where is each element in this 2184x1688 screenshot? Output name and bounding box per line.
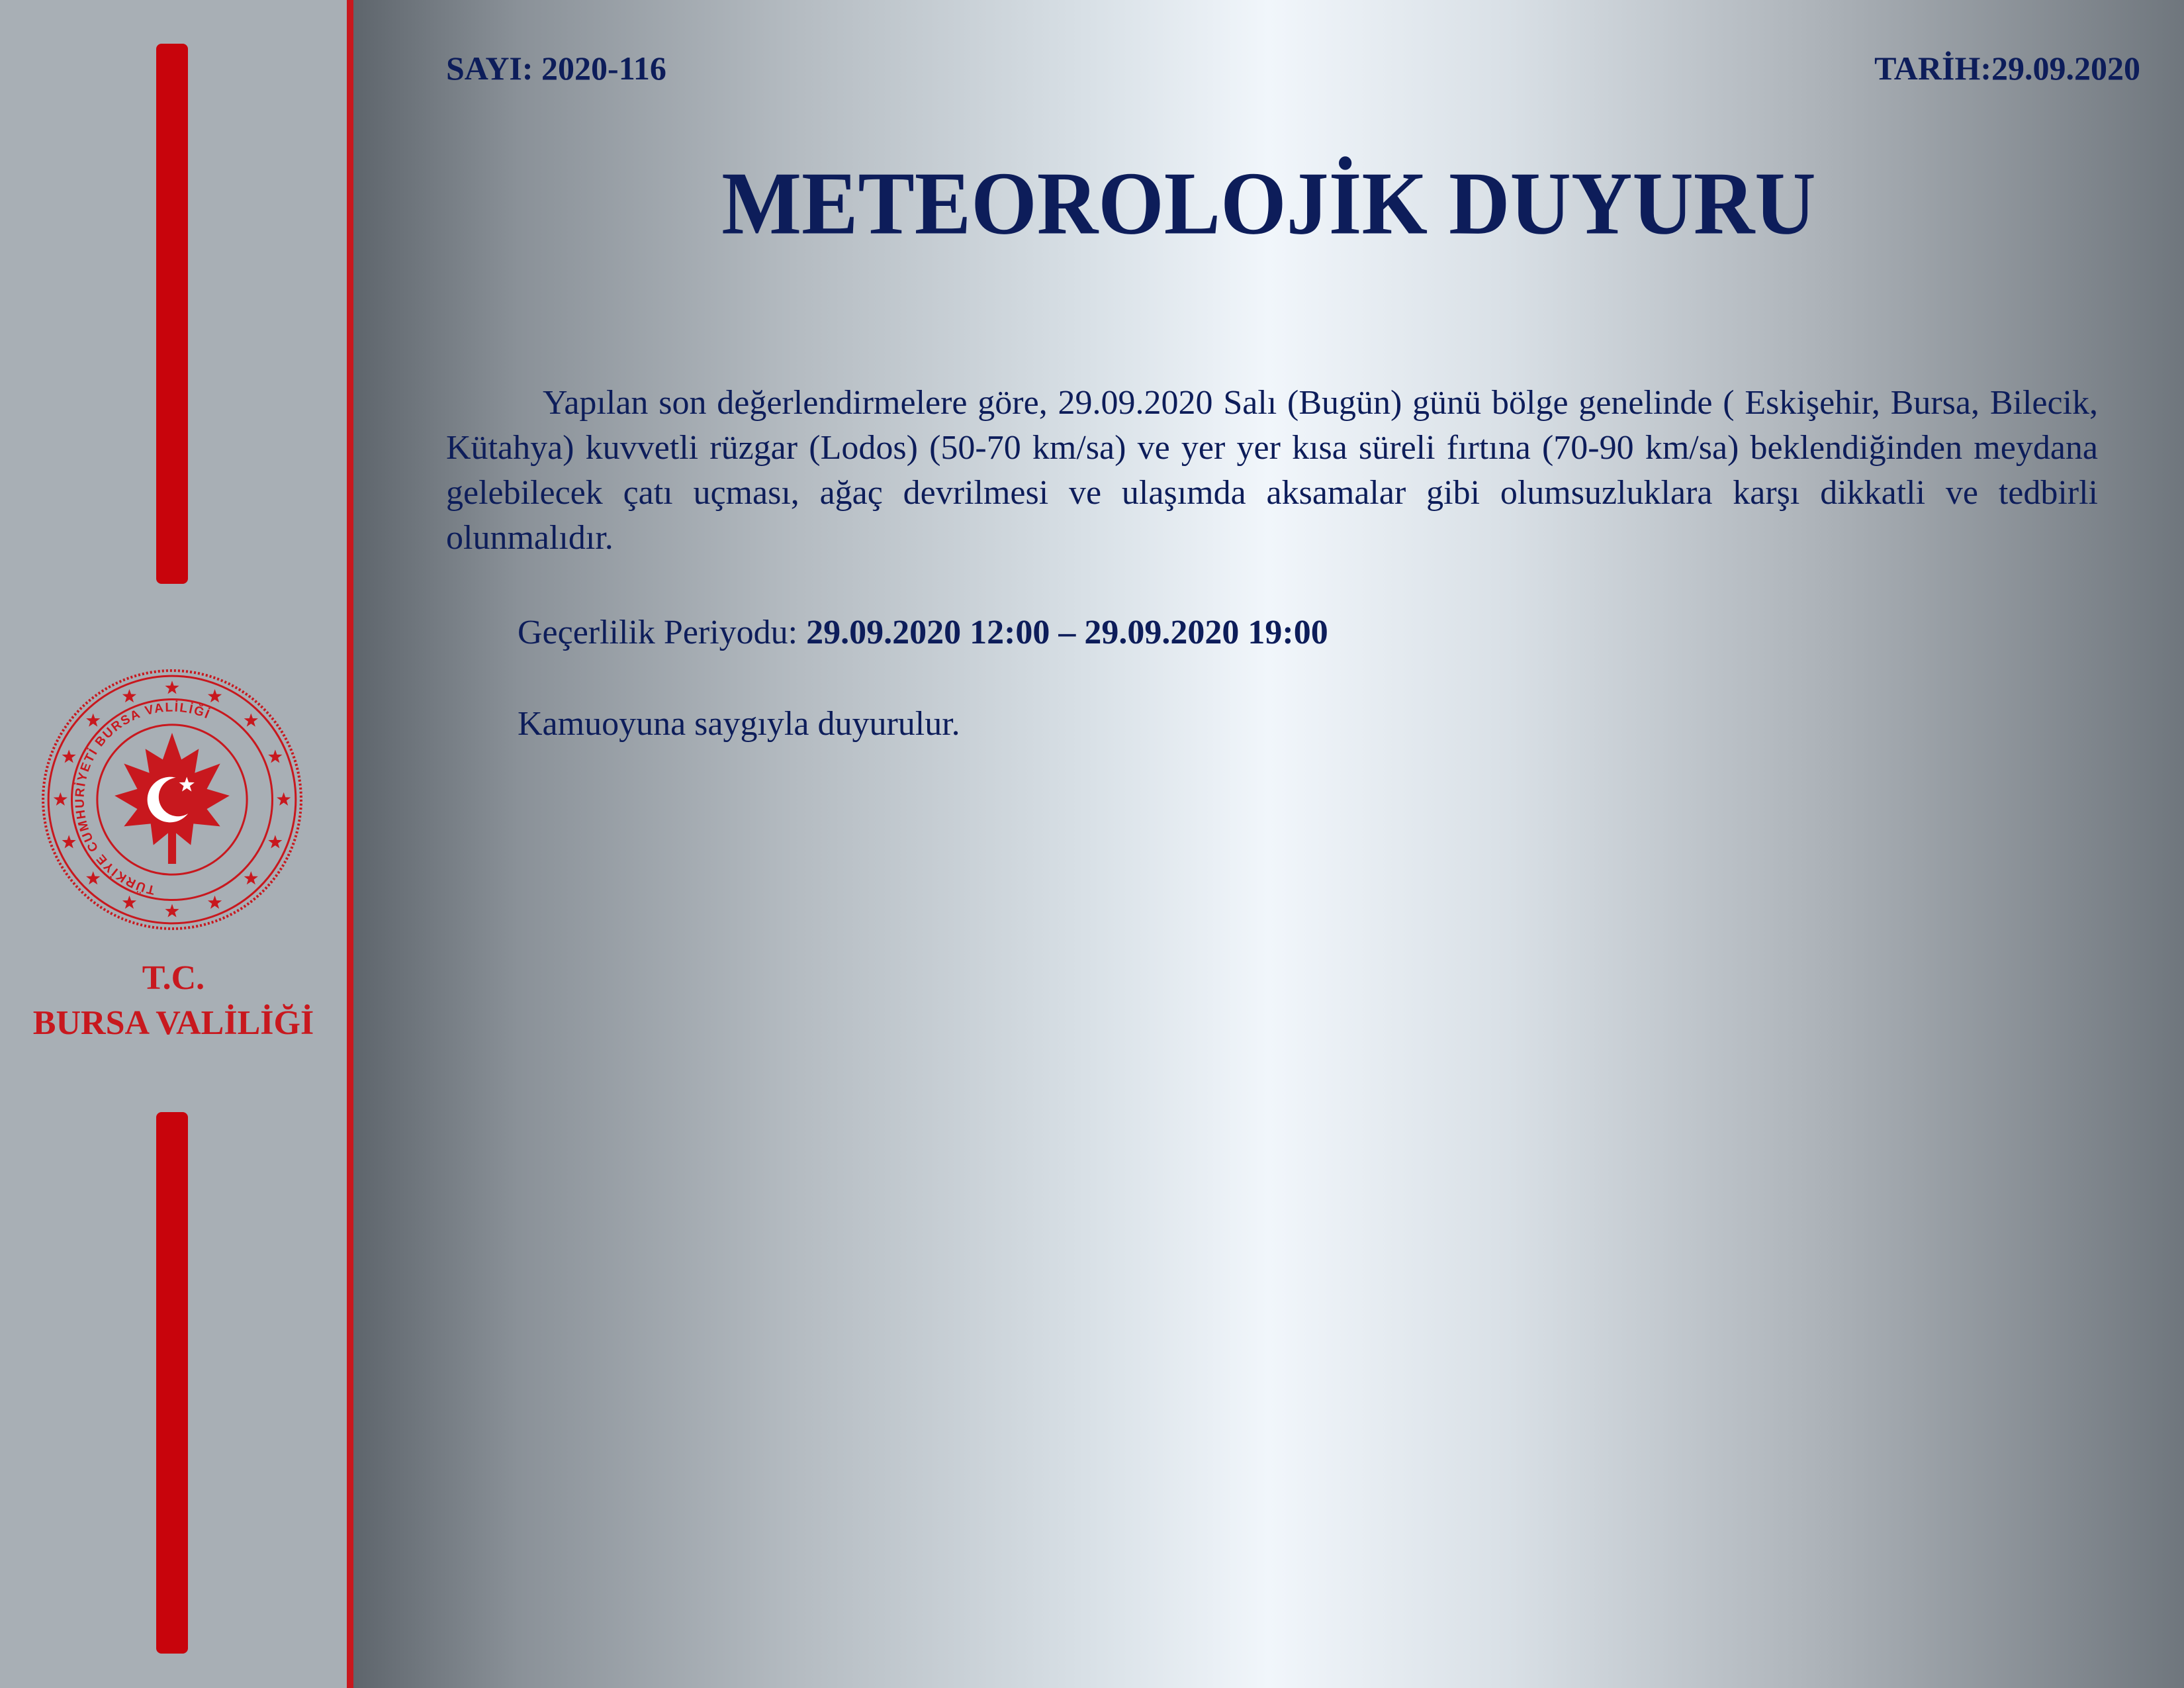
emblem-star-icon — [62, 835, 76, 848]
red-bar-top — [156, 44, 188, 584]
validity-period — [518, 613, 1328, 652]
validity-value: 29.09.2020 12:00 – 29.09.2020 19:00 — [806, 614, 1328, 651]
emblem-star-icon — [122, 689, 136, 702]
emblem-star-icon — [122, 896, 136, 909]
emblem-star-icon — [86, 714, 100, 727]
emblem-star-icon — [268, 835, 282, 848]
document-date: TARİH:29.09.2020 — [1874, 50, 2140, 87]
emblem-star-icon — [165, 904, 179, 917]
announcement-body — [446, 381, 2098, 561]
closing-line: Kamuoyuna saygıyla duyurulur. — [518, 705, 960, 743]
sidebar — [0, 0, 347, 1688]
emblem-star-icon — [244, 871, 258, 884]
red-divider — [347, 0, 353, 1688]
page-title: METEOROLOJİK DUYURU — [721, 153, 1816, 254]
emblem-text: TÜRKİYE CUMHURİYETİ BURSA VALİLİĞİ — [73, 700, 212, 897]
emblem-star-icon — [277, 792, 291, 806]
org-line-tc: T.C. — [142, 959, 205, 997]
validity-label: Geçerlilik Periyodu: — [518, 614, 798, 651]
document-number: SAYI: 2020-116 — [446, 50, 666, 87]
emblem-star-icon — [268, 749, 282, 763]
emblem-star-icon — [54, 792, 68, 806]
announcement-paragraph: Yapılan son değerlendirmelere göre, 29.09.2020 Salı (Bugün) günü bölge genelinde ( Eskişehir, Bursa, Bilecik, Kütahya) kuvvetli rüzgar (Lodos) (50-70 km/sa) ve yer yer kısa süreli fırtına (70-90 km/sa) beklendiğinden meydana gelebilecek çatı uçması, ağaç devrilmesi ve ulaşımda aksamalar gibi olumsuzluklara karşı dikkatli ve tedbirli olunmalıdır. — [446, 384, 2098, 557]
emblem-star-icon — [165, 680, 179, 694]
red-bar-bottom — [156, 1112, 188, 1654]
emblem-star-icon — [244, 714, 258, 727]
emblem-star-icon — [86, 871, 100, 884]
emblem-star-icon — [208, 689, 222, 702]
emblem-star-icon — [62, 749, 76, 763]
governorship-emblem-icon — [38, 666, 306, 933]
emblem-star-icon — [208, 896, 222, 909]
org-line-bursa-valiligi: BURSA VALİLİĞİ — [32, 1004, 314, 1042]
